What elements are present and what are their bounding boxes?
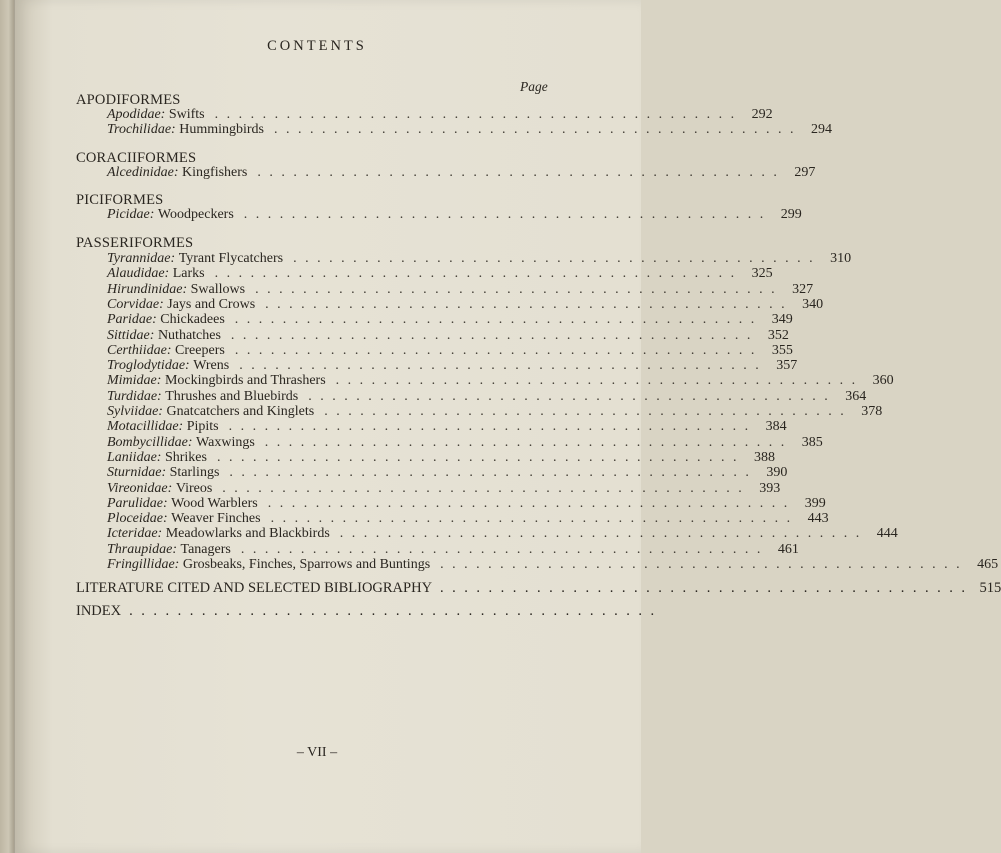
toc-entry [107,541,799,558]
family-name: Trochilidae: [107,122,176,138]
family-name: Mimidae: [107,373,162,389]
leader-dots: ............................................ [293,251,822,266]
common-name: Swifts [168,107,205,122]
common-name: Thrushes and Bluebirds [165,388,299,404]
toc-entry [107,251,852,267]
page-number: 443 [807,511,829,527]
family-name: Ploceidae: [107,511,168,527]
toc-entry [107,526,898,542]
page-number: 515 [979,580,1001,596]
family-name: Bombycillidae: [107,434,193,450]
order-heading: PICIFORMES [76,192,164,208]
family-name: Motacillidae: [107,419,184,435]
toc-entry [107,281,814,298]
family-name: Laniidae: [107,449,162,465]
page-number: 393 [759,480,781,496]
common-name: Woodpeckers [157,207,234,222]
common-name: Swallows [190,281,246,297]
leader-dots: ............................................ [265,296,794,312]
common-name: Wrens [193,358,230,374]
book-binding [0,0,14,853]
page-number: 465 [977,557,999,572]
common-name: Larks [172,266,205,282]
toc-entry [107,266,773,282]
leader-dots: ............................................ [324,404,853,419]
common-name: Grosbeaks, Finches, Sparrows and Buntings [182,557,431,572]
toc-entry [107,358,798,374]
leader-dots: ............................................ [222,480,751,496]
family-name: Sturnidae: [107,465,167,481]
toc-entry [107,434,823,451]
family-name: Apodidae: [107,107,166,122]
family-name: Hirundinidae: [107,281,188,297]
toc-entry [107,342,793,359]
family-name: Paridae: [107,312,157,328]
family-name: Thraupidae: [107,541,177,557]
back-matter-label: LITERATURE CITED AND SELECTED BIBLIOGRAPHY [76,580,433,596]
leader-dots: ............................................ [234,312,763,328]
common-name: Vireos [175,480,213,496]
leader-dots: ............................................ [234,342,763,358]
back-matter-entry [76,603,663,619]
page-number: 364 [845,388,867,404]
leader-dots: ............................................ [339,526,868,542]
common-name: Waxwings [196,434,255,450]
toc-entry [107,465,788,481]
family-name: Picidae: [107,207,155,222]
page-column-label: Page [520,79,548,94]
page-number: 325 [751,266,773,282]
family-name: Parulidae: [107,495,168,511]
common-name: Chickadees [160,312,225,328]
family-name: Vireonidae: [107,480,173,496]
page-number: 340 [802,296,824,312]
leader-dots: ............................................ [273,122,802,138]
family-name: Sittidae: [107,327,155,343]
page-number: 327 [792,281,814,297]
toc-entry [107,419,787,435]
toc-entry [107,557,999,573]
page-number: 399 [804,495,826,511]
toc-entry [107,296,824,313]
leader-dots: ............................................ [267,495,796,511]
common-name: Starlings [169,465,220,481]
family-name: Alcedinidae: [107,165,179,180]
leader-dots: ............................................ [264,434,793,450]
common-name: Creepers [175,342,225,358]
family-name: Fringillidae: [107,557,180,572]
order-heading: APODIFORMES [76,92,181,108]
leader-dots: ............................................ [440,557,969,572]
leader-dots: ............................................ [243,207,772,222]
leader-dots: ............................................ [239,358,768,374]
leader-dots: ............................................ [308,388,837,404]
family-name: Sylviidae: [107,404,163,419]
common-name: Weaver Finches [171,511,261,527]
leader-dots: ............................................ [216,449,745,465]
common-name: Kingfishers [182,165,248,180]
page-number: 378 [861,404,883,419]
page-number: 390 [766,465,788,481]
common-name: Mockingbirds and Thrashers [164,373,326,389]
leader-dots: ............................................ [229,465,758,481]
common-name: Meadowlarks and Blackbirds [165,526,330,542]
common-name: Wood Warblers [171,495,258,511]
page-number: 444 [876,526,898,542]
toc-entry [107,404,883,420]
page-number: 299 [780,207,802,222]
page-number: 388 [753,449,775,465]
toc-entry [107,480,781,497]
page-number: 357 [776,358,798,374]
toc-entry [107,122,832,138]
family-name: Icteridae: [107,526,163,542]
leader-dots: ............................................ [255,281,784,297]
leader-dots: ............................................ [270,511,799,527]
page-number: 349 [771,312,793,328]
toc-entry [107,373,894,389]
family-name: Troglodytidae: [107,358,190,374]
toc-entry [107,207,802,223]
leader-dots: ............................................ [228,419,757,435]
common-name: Nuthatches [157,327,221,343]
common-name: Jays and Crows [167,296,256,312]
page-number: 292 [751,107,773,122]
family-name: Turdidae: [107,388,162,404]
back-matter-label: INDEX [76,603,122,619]
toc-entry [107,107,773,123]
page-number: 384 [765,419,787,435]
common-name: Tanagers [180,541,231,557]
common-name: Tyrant Flycatchers [178,251,284,266]
page-number: 297 [794,165,816,180]
leader-dots: ............................................ [257,165,786,180]
common-name: Gnatcatchers and Kinglets [166,404,315,419]
toc-entry [107,495,826,512]
toc-entry [107,312,793,328]
back-matter-entry [76,580,1001,596]
family-name: Tyrannidae: [107,251,176,266]
common-name: Shrikes [164,449,207,465]
toc-entry [107,511,829,527]
page-number: 294 [810,122,832,138]
page-number: 355 [771,342,793,358]
leader-dots: ............................................ [440,580,974,596]
leader-dots: ............................................ [240,541,769,557]
toc-entry [107,327,789,344]
contents-title: CONTENTS [267,38,367,54]
page-number: 352 [767,327,789,343]
order-heading: CORACIIFORMES [76,150,197,166]
common-name: Pipits [186,419,219,435]
family-name: Corvidae: [107,296,164,312]
order-heading: PASSERIFORMES [76,235,194,251]
leader-dots: ............................................ [129,603,663,619]
page-number-footer: – VII – [296,745,338,760]
leader-dots: ............................................ [214,107,743,122]
toc-entry [107,449,775,466]
toc-entry [107,388,867,405]
leader-dots: ............................................ [335,373,864,389]
family-name: Alaudidae: [107,266,170,282]
leader-dots: ............................................ [214,266,743,282]
toc-entry [107,165,816,181]
page-number: 385 [801,434,823,450]
family-name: Certhiidae: [107,342,172,358]
page-number: 310 [830,251,852,266]
leader-dots: ............................................ [230,327,759,343]
common-name: Hummingbirds [179,122,264,138]
page-number: 360 [872,373,894,389]
page-number: 461 [777,541,799,557]
